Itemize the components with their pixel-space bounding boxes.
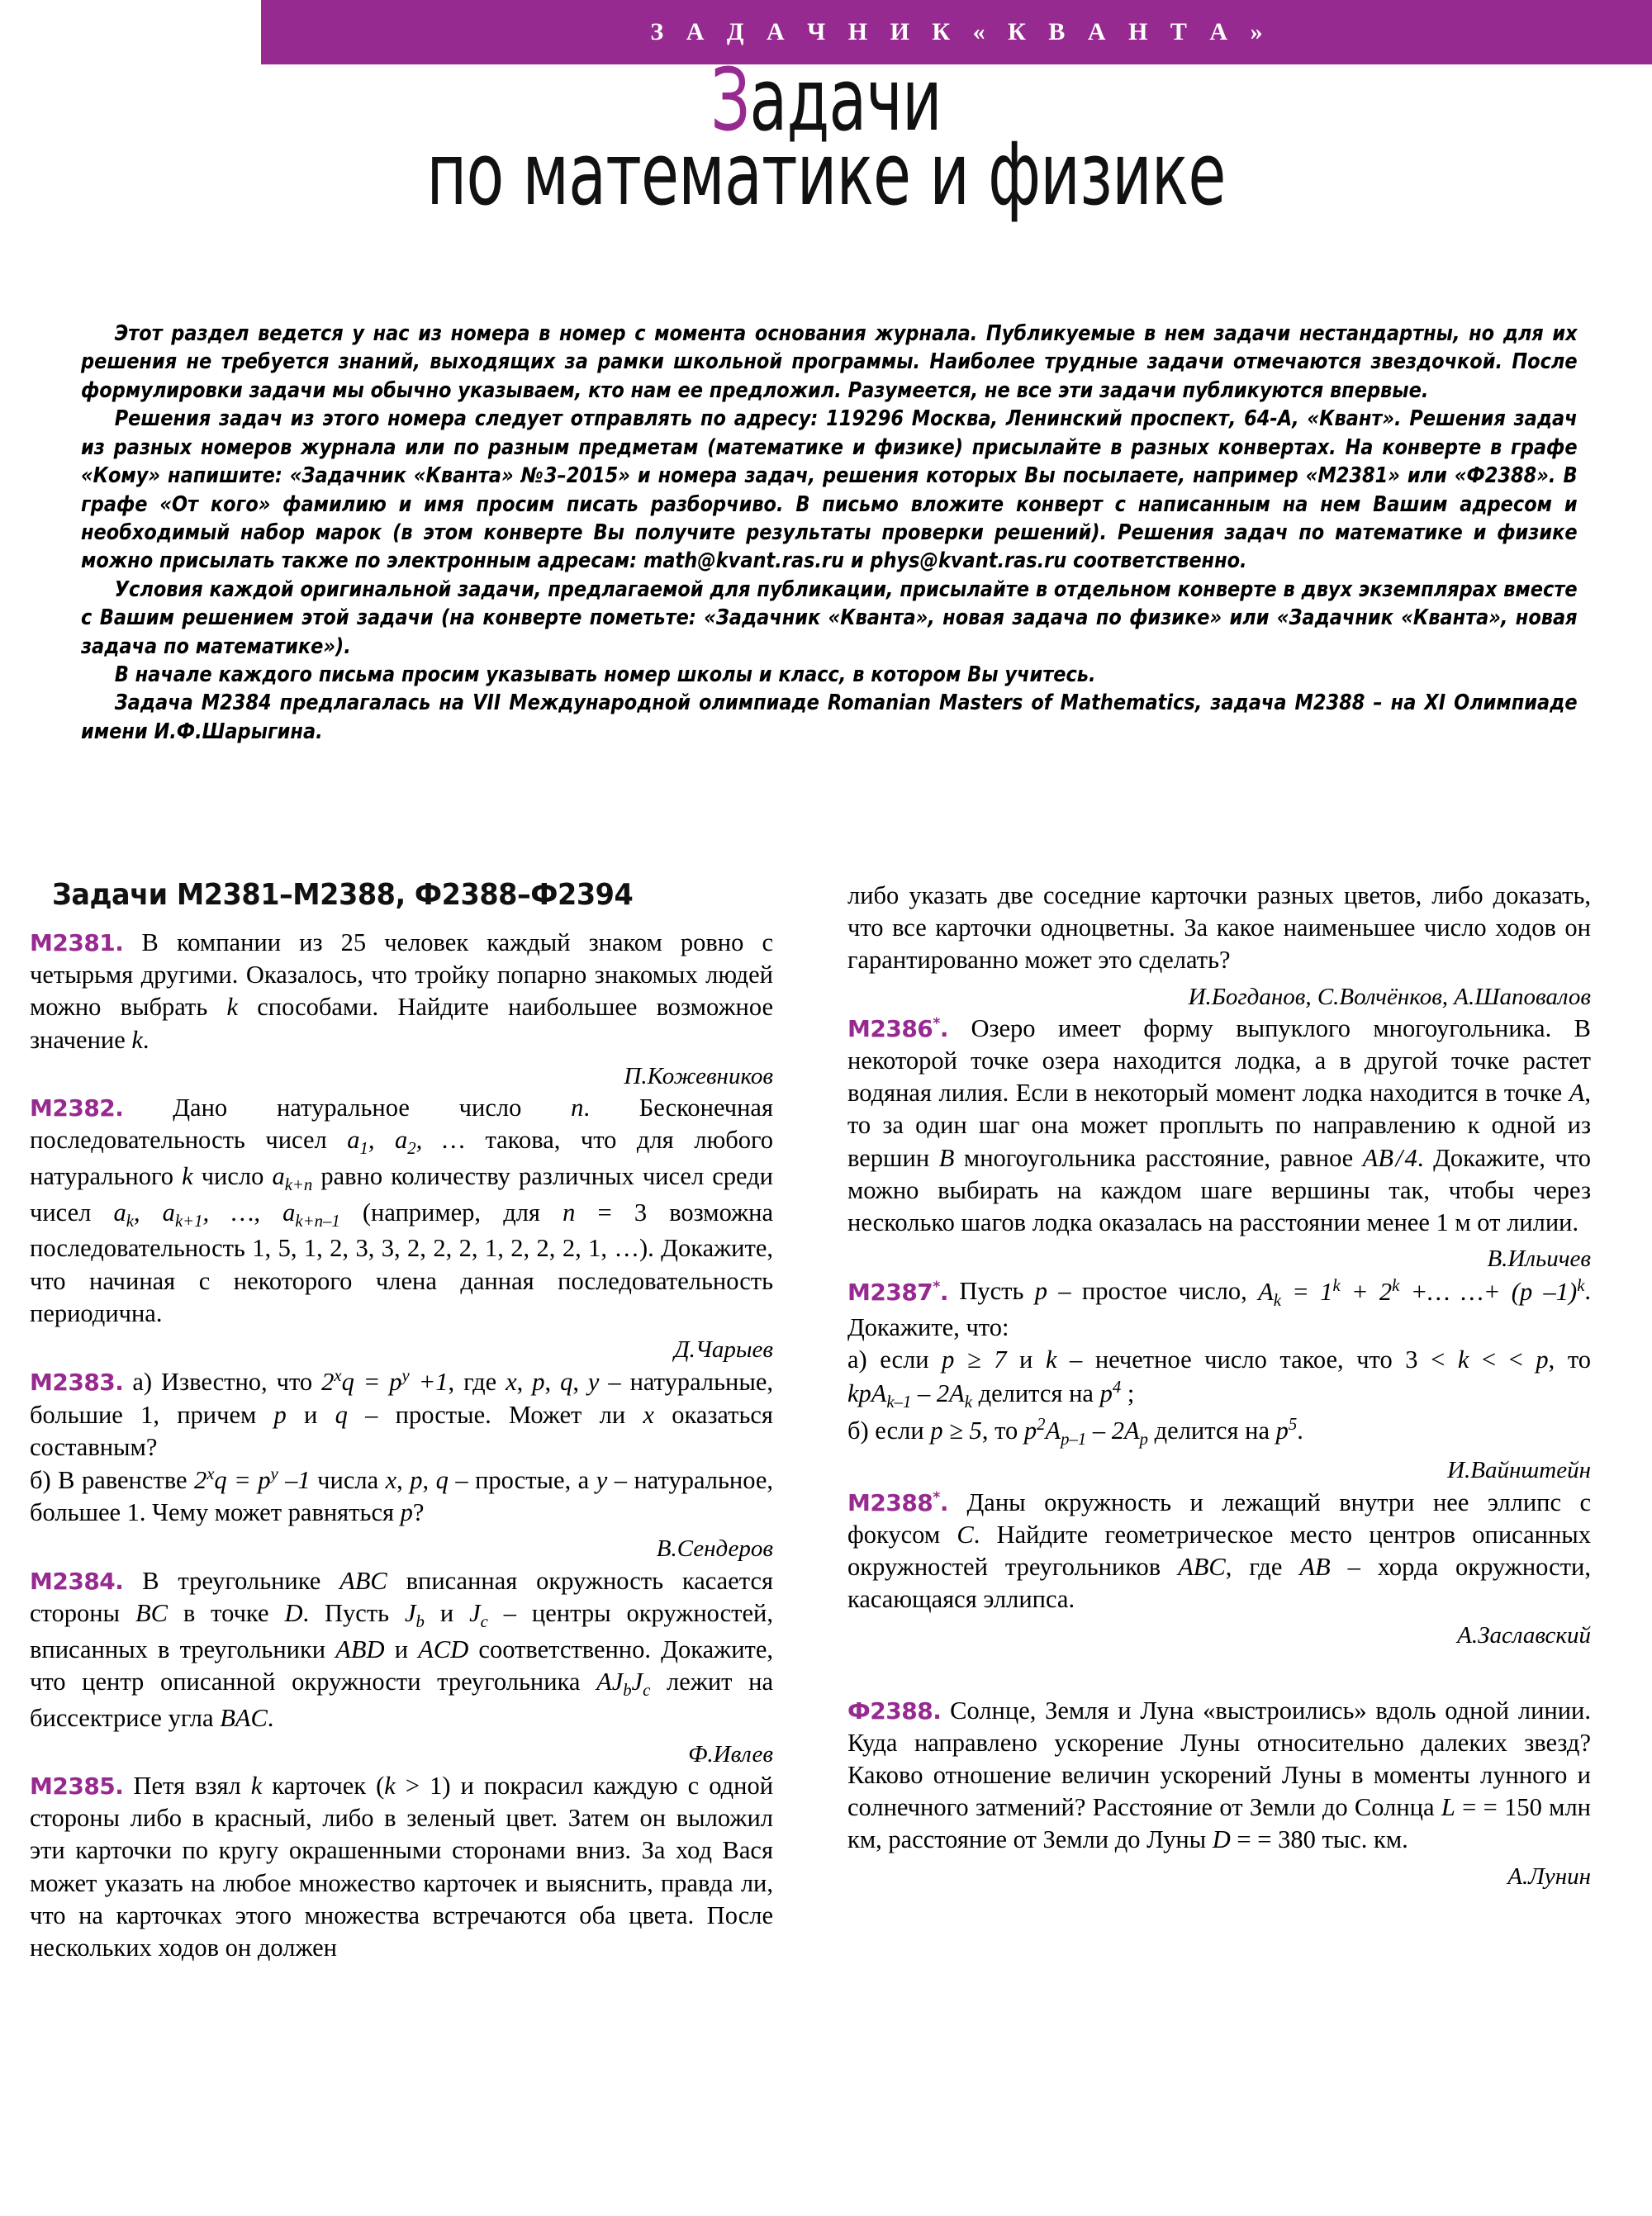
problem-dot-m2388: .: [939, 1488, 949, 1516]
problem-number-m2382: М2382.: [30, 1094, 124, 1122]
problem-number-m2381: М2381.: [30, 929, 124, 956]
problem-author-m2385: И.Богданов, С.Волчёнков, А.Шаповалов: [1188, 983, 1591, 1010]
problem-star-m2388: *: [933, 1489, 940, 1507]
intro-block: [81, 319, 1578, 745]
problem-m2388: М2388*. Даны окружность и лежащий внутри нее эллипс с фокусом C. Найдите геометрическое место центров описанных окружностей треугольников ABC, где AB – хорда окружности, касающаяся эллипса.: [847, 1488, 1592, 1614]
problem-author-m2387: И.Вайнштейн: [1447, 1457, 1591, 1484]
problem-dot-m2386: .: [939, 1014, 949, 1042]
problem-author-f2388: А.Лунин: [1507, 1862, 1591, 1890]
problem-number-m2388: [847, 1489, 948, 1516]
problem-number-m2385: М2385.: [30, 1772, 124, 1800]
problem-number-m2386: [847, 1015, 948, 1042]
problem-f2388: Ф2388. Солнце, Земля и Луна «выстроились» вдоль одной линии. Куда направлено ускорение Луны относительно далеких звезд? Каково отношение величин ускорений Луны в моменты лунного и солнечного затмений? Расстояние от Земли до Солнца L = = 150 млн км, расстояние от Земли до Луны D = = 380 тыс. км.: [847, 1696, 1591, 1854]
problem-number-m2386-text: М2386: [847, 1014, 933, 1042]
problem-m2385-continuation: либо указать две соседние карточки разных цветов, либо доказать, что все карточки одноцветны. За какое наименьшее число ходов он гарантированно может это сделать?: [847, 881, 1591, 975]
problem-m2386: М2386*. Озеро имеет форму выпуклого многоугольника. В некоторой точке озера находится лодка, а в другой точке растет водяная лилия. Если в некоторый момент лодка находится в точке A, то за один шаг она может проплыть по направлению к одной из вершин B многоугольника расстояние, равное AB / 4. Докажите, что можно выбирать на каждом шаге вершины так, чтобы через несколько шагов лодка оказалась на расстоянии менее 1 м от лилии.: [847, 1013, 1591, 1236]
problem-m2387: М2387*. Пусть p – простое число, $A_k = 1^k + 2^k$ +… …+ (p –1)$^k$. Докажите, что: а) если p ≥ 7 и k – нечетное число такое, что 3 < k < < p, то $kpA_{k-1} - 2A_k$ делится на $p^4$ ; б) если p ≥ 5, то $p^2A_{p-1} - 2A_p$ делится на $p^5$.: [847, 1276, 1592, 1449]
intro-paragraph-5: Задача М2384 предлагалась на VII Международной олимпиаде Romanian Masters of Mathematics, задача М2388 – на XI Олимпиаде имени И.Ф.Шарыгина.: [81, 690, 1578, 743]
problem-number-m2387-text: М2387: [847, 1278, 933, 1306]
problem-author-m2388: А.Заславский: [1457, 1622, 1591, 1649]
problem-number-f2388: Ф2388.: [847, 1696, 942, 1725]
problem-author-m2386: В.Ильичев: [1487, 1246, 1591, 1273]
problem-m2384: М2384. В треугольнике ABC вписанная окружность касается стороны BC в точке D. Пусть $J_b$ и $J_c$ – центры окружностей, вписанных в треугольники ABD и ACD соответственно. Докажите, что центр описанной окружности треугольника $AJ_bJ_c$ лежит на биссектрисе угла BAC.: [30, 1566, 774, 1732]
problem-author-m2382: Д.Чарыев: [674, 1336, 773, 1363]
problem-author-m2384: Ф.Ивлев: [688, 1740, 773, 1768]
intro-paragraph-4: В начале каждого письма просим указывать номер школы и класс, в котором Вы учитесь.: [114, 662, 1096, 687]
intro-paragraph-2: Решения задач из этого номера следует отправлять по адресу: 119296 Москва, Ленинский проспект, 64-А, «Квант». Решения задач из разных номеров журнала или по разным предметам (математике и физике) присылайте в разных конвертах. На конверте в графе «Кому» напишите: «Задачник «Кванта» №3–2015» и номера задач, решения которых Вы посылаете, например «М2381» или «Ф2388». В графе «От кого» фамилию и имя просим писать разборчиво. В письмо вложите конверт с написанным на нем Вашим адресом и необходимый набор марок (в этом конверте Вы получите результаты проверки решений). Решения задач по математике и физике можно присылать также по электронным адресам: math@kvant.ras.ru и phys@kvant.ras.ru соответственно.: [81, 406, 1578, 573]
problem-star-m2386: *: [933, 1015, 940, 1032]
problem-number-m2384: М2384.: [30, 1567, 124, 1595]
problems-section-heading: Задачи М2381–М2388, Ф2388–Ф2394: [52, 878, 634, 912]
problem-number-m2387: [847, 1279, 948, 1306]
problems-column-left: [30, 927, 773, 1964]
column-spacer: [847, 1652, 1591, 1695]
banner-label: З А Д А Ч Н И К « К В А Н Т А »: [650, 18, 1271, 45]
problem-number-m2388-text: М2388: [847, 1488, 933, 1516]
section-banner: [261, 0, 1652, 64]
problem-m2385: М2385. Петя взял k карточек (k > 1) и покрасил каждую с одной стороны либо в красный, либо в зеленый цвет. Затем он выложил эти карточки по кругу окрашенными сторонами вниз. За ход Вася может указать на любое множество карточек и выяснить, правда ли, что на карточках этого множества встречаются оба цвета. После нескольких ходов он должен: [30, 1771, 774, 1962]
problem-dot-m2387: .: [939, 1278, 949, 1306]
problem-m2383: М2383. а) Известно, что $2^xq = p^y +1$, где x, p, q, y – натуральные, большие 1, причем p и q – простые. Может ли x оказаться составным? б) В равенстве $2^xq = p^y$ –1 числа x, p, q – простые, а y – натуральное, большее 1. Чему может равняться p?: [30, 1367, 774, 1527]
title-line-1-rest: адачи: [749, 50, 942, 150]
title-line-2: по математике и физике: [426, 123, 1226, 225]
problem-m2381: М2381. В компании из 25 человек каждый знаком ровно с четырьмя другими. Оказалось, что тройку попарно знакомых людей можно выбрать k способами. Найдите наибольшее возможное значение k.: [30, 928, 773, 1054]
problems-column-right: [847, 880, 1591, 1892]
intro-paragraph-1: Этот раздел ведется у нас из номера в номер с момента основания журнала. Публикуемые в нем задачи нестандартны, но для их решения не требуется знаний, выходящих за рамки школьной программы. Наиболее трудные задачи отмечаются звездочкой. После формулировки задачи мы обычно указываем, кто нам ее предложил. Разумеется, не все эти задачи публикуются впервые.: [81, 320, 1578, 402]
problem-m2382: М2382. Дано натуральное число n. Бесконечная последовательность чисел $a_1$, $a_2$, … такова, что для любого натурального k число $a_{k+n}$ равно количеству различных чисел среди чисел $a_k$, $a_{k+1}$, …, $a_{k+n-1}$ (например, для n = 3 возможна последовательность 1, 5, 1, 2, 3, 3, 2, 2, 2, 1, 2, 2, 2, 1, …). Докажите, что начиная с некоторого члена данная последовательность периодична.: [30, 1094, 774, 1327]
problem-author-m2383: В.Сендеров: [656, 1535, 773, 1563]
problem-number-m2383: М2383.: [30, 1369, 124, 1397]
intro-paragraph-3: Условия каждой оригинальной задачи, предлагаемой для публикации, присылайте в отдельном конверте в двух экземплярах вместе с Вашим решением этой задачи (на конверте пометьте: «Задачник «Кванта», новая задача по физике» или «Задачник «Кванта», новая задача по математике»).: [81, 576, 1578, 658]
problem-star-m2387: *: [933, 1279, 940, 1296]
problem-author-m2381: П.Кожевников: [624, 1062, 773, 1089]
page-title: [0, 50, 1652, 225]
title-accent-letter: З: [710, 50, 750, 150]
